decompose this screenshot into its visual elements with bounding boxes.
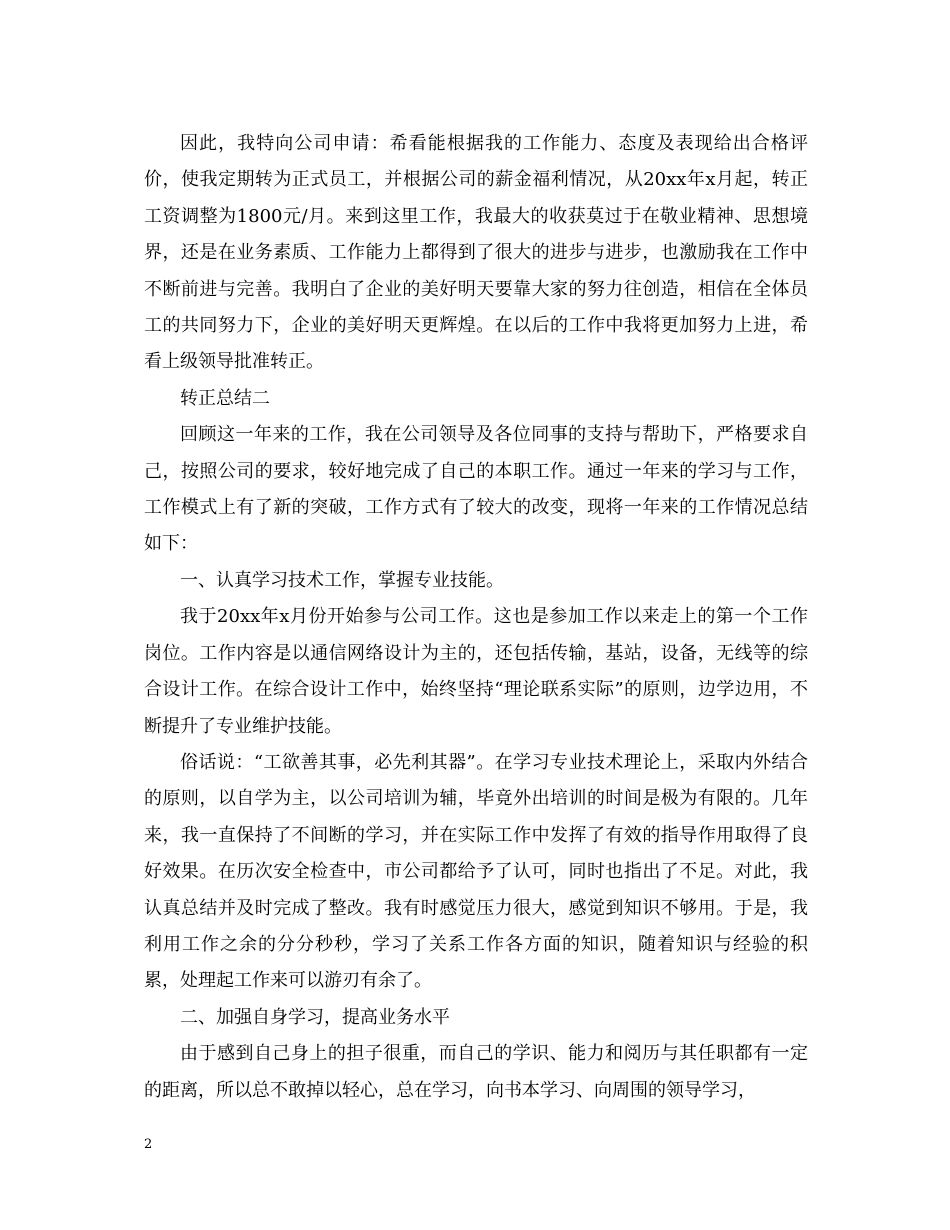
paragraph-application: 因此，我特向公司申请：希看能根据我的工作能力、态度及表现给出合格评价，使我定期转为正式员工，并根据公司的薪金福利情况，从20xx年x月起，转正工资调整为1800元/月。来到这里工作，我最大的收获莫过于在敬业精神、思想境界，还是在业务素质、工作能力上都得到了很大的进步与进步，也激励我在工作中不断前进与完善。我明白了企业的美好明天要靠大家的努力往创造，相信在全体员工的共同努力下，企业的美好明天更辉煌。在以后的工作中我将更加努力上进，希看上级领导批准转正。 [144,133,808,373]
paragraph-review: 回顾这一年来的工作，我在公司领导及各位同事的支持与帮助下，严格要求自己，按照公司的要求，较好地完成了自己的本职工作。通过一年来的学习与工作，工作模式上有了新的突破，工作方式有了较大的改变，现将一年来的工作情况总结如下： [144,424,808,555]
body-text [144,126,808,1109]
section-heading-two: 二、加强自身学习，提高业务水平 [180,1006,450,1028]
paragraph-work-start: 我于20xx年x月份开始参与公司工作。这也是参加工作以来走上的第一个工作岗位。工作内容是以通信网络设计为主的，还包括传输，基站，设备，无线等的综合设计工作。在综合设计工作中，始终坚持“理论联系实际”的原则，边学边用，不断提升了专业维护技能。 [144,606,808,737]
section-heading-summary-two: 转正总结二 [180,387,270,409]
paragraph-self-study: 由于感到自己身上的担子很重，而自己的学识、能力和阅历与其任职都有一定的距离，所以总不敢掉以轻心，总在学习，向书本学习、向周围的领导学习， [144,1043,808,1101]
page-number: 2 [144,1137,153,1152]
paragraph-proverb: 俗话说：“工欲善其事，必先利其器”。在学习专业技术理论上，采取内外结合的原则，以自学为主，以公司培训为辅，毕竟外出培训的时间是极为有限的。几年来，我一直保持了不间断的学习，并在实际工作中发挥了有效的指导作用取得了良好效果。在历次安全检查中，市公司都给予了认可，同时也指出了不足。对此，我认真总结并及时完成了整改。我有时感觉压力很大，感觉到知识不够用。于是，我利用工作之余的分分秒秒，学习了关系工作各方面的知识，随着知识与经验的积累，处理起工作来可以游刃有余了。 [144,751,808,992]
section-heading-one: 一、认真学习技术工作，掌握专业技能。 [180,569,504,591]
